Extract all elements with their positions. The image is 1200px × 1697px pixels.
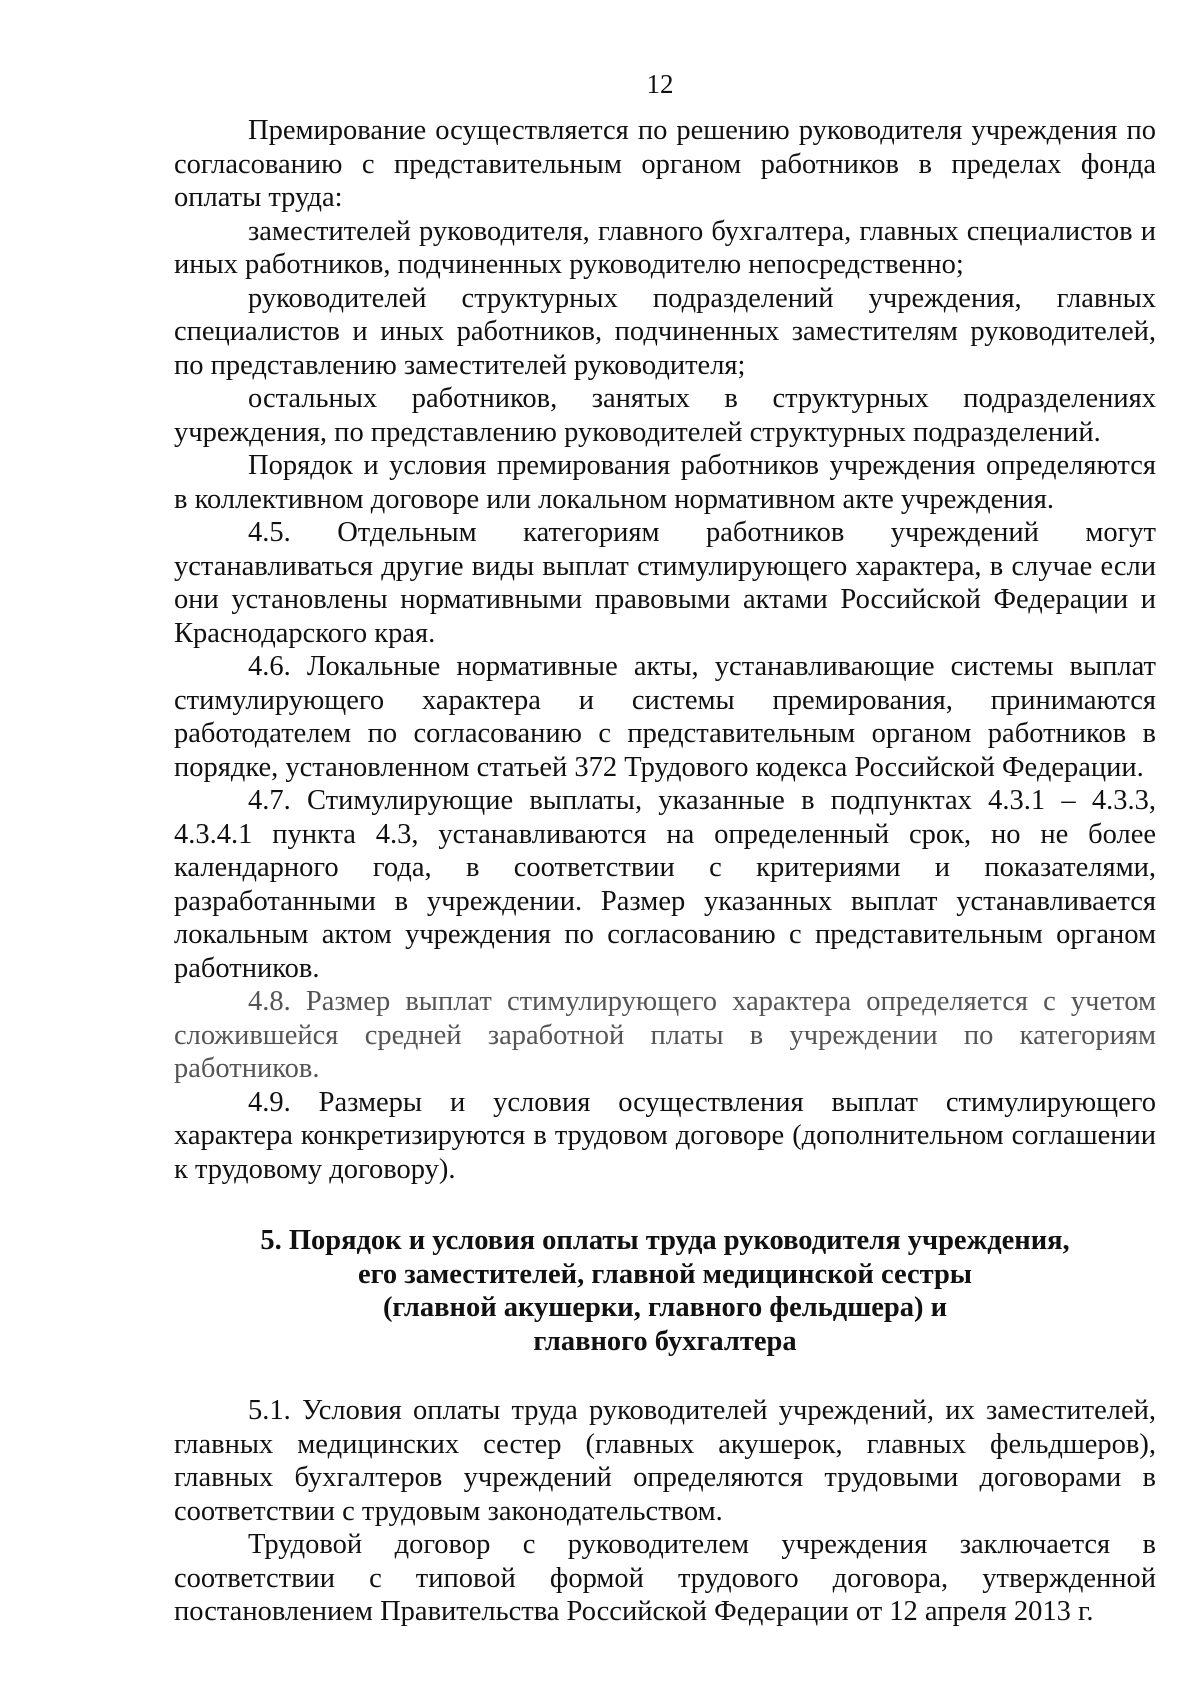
clause-4-6: 4.6. Локальные нормативные акты, устанавливающие системы выплат стимулирующего характера и системы премирования, принимаются работодателем по согласованию с представительным органом работников в порядке, установленном статьей 372 Трудового кодекса Российской Федерации.	[174, 651, 1156, 783]
clause-4-9: 4.9. Размеры и условия осуществления выплат стимулирующего характера конкретизируются в трудовом договоре (дополнительном соглашении к трудовому договору).	[174, 1086, 1156, 1185]
paragraph-bonus-procedure: Премирование осуществляется по решению руководителя учреждения по согласованию с представительным органом работников в пределах фонда оплаты труда:	[174, 115, 1156, 213]
paragraph-other-workers: остальных работников, занятых в структурных подразделениях учреждения, по представлению руководителей структурных подразделений.	[174, 383, 1156, 448]
paragraph-employment-contract: Трудовой договор с руководителем учреждения заключается в соответствии с типовой формой трудового договора, утвержденной постановлением Правительства Российской Федерации от 12 апреля 2013 г.	[174, 1529, 1156, 1627]
clause-5-1: 5.1. Условия оплаты труда руководителей учреждений, их заместителей, главных медицинских сестер (главных акушерок, главных фельдшеров), главных бухгалтеров учреждений определяются трудовыми договорами в соответствии с трудовым законодательством.	[174, 1395, 1156, 1527]
paragraph-bonus-order: Порядок и условия премирования работников учреждения определяются в коллективном договоре или локальном нормативном акте учреждения.	[174, 450, 1156, 515]
section-heading-line: его заместителей, главной медицинской сестры	[357, 1258, 973, 1290]
document-body	[174, 114, 1156, 1629]
section-heading-line: (главной акушерки, главного фельдшера) и	[382, 1292, 948, 1323]
section-heading-line: главного бухгалтера	[533, 1325, 797, 1357]
clause-4-7: 4.7. Стимулирующие выплаты, указанные в подпунктах 4.3.1 – 4.3.3, 4.3.4.1 пункта 4.3, устанавливаются на определенный срок, но не более календарного года, в соответствии с критериями и показателями, разработанными в учреждении. Размер указанных выплат устанавливается локальным актом учреждения по согласованию с представительным органом работников.	[174, 785, 1156, 984]
paragraph-department-heads: руководителей структурных подразделений учреждения, главных специалистов и иных работников, подчиненных заместителям руководителей, по представлению заместителей руководителя;	[174, 282, 1156, 381]
page-number: 12	[646, 69, 674, 99]
paragraph-deputies: заместителей руководителя, главного бухгалтера, главных специалистов и иных работников, подчиненных руководителю непосредственно;	[174, 215, 1156, 280]
section-5-heading	[174, 1224, 1156, 1358]
clause-4-5: 4.5. Отдельным категориям работников учреждений могут устанавливаться другие виды выплат стимулирующего характера, в случае если они установлены нормативными правовыми актами Российской Федерации и Краснодарского края.	[174, 517, 1156, 649]
section-heading-line: 5. Порядок и условия оплаты труда руководителя учреждения,	[260, 1225, 1070, 1256]
clause-4-8: 4.8. Размер выплат стимулирующего характера определяется с учетом сложившейся средней заработной платы в учреждении по категориям работников.	[174, 986, 1156, 1084]
